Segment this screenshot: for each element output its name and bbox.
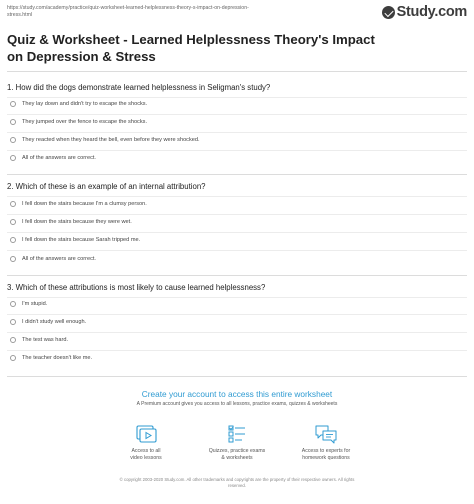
radio-button[interactable] [10,137,16,143]
radio-button[interactable] [10,337,16,343]
divider [7,297,467,298]
feature-label-line-1: Access to experts for [301,448,351,454]
divider [7,214,467,215]
checklist-icon [226,424,248,444]
answer-option[interactable] [10,155,96,161]
answer-label: I fell down the stairs because they were wet. [22,219,132,225]
divider [7,314,467,315]
answer-option[interactable] [10,319,86,325]
divider [7,114,467,115]
answer-label: They reacted when they heard the bell, even before they were shocked. [22,137,200,143]
answer-option[interactable] [10,101,147,107]
answer-option[interactable] [10,219,132,225]
answer-option[interactable] [10,237,140,243]
section-divider [7,174,467,175]
copyright-footer [0,477,474,489]
answer-label: I'm stupid. [22,301,48,307]
premium-description: A Premium account gives you access to all lessons, practice exams, quizzes & worksheets [136,401,338,407]
divider [7,332,467,333]
answer-option[interactable] [10,355,92,361]
feature-label-line-1: Access to all [131,448,161,454]
check-circle-icon [382,6,395,19]
footer-line-2: reserved. [228,483,246,488]
section-divider [7,376,467,377]
chat-icon [314,424,338,444]
answer-option[interactable] [10,337,68,343]
question-2: 2. Which of these is an example of an internal attribution? [7,182,206,191]
answer-option[interactable] [10,256,96,262]
divider [7,250,467,251]
question-3: 3. Which of these attributions is most likely to cause learned helplessness? [7,283,266,292]
feature-label-line-2: & worksheets [221,454,253,461]
divider [7,132,467,133]
radio-button[interactable] [10,155,16,161]
feature-video-lessons [96,424,196,461]
title-line-1: Quiz & Worksheet - Learned Helplessness Theory's Impact [7,32,375,47]
answer-label: They lay down and didn't try to escape the shocks. [22,101,148,107]
url-line-2: stress.html [7,12,33,18]
url-line-1: https://study.com/academy/practice/quiz-worksheet-learned-helplessness-theory-s-impact-on-depression- [7,5,249,11]
radio-button[interactable] [10,219,16,225]
create-account-link[interactable]: Create your account to access this entire worksheet [141,389,333,399]
answer-label: The test was hard. [22,337,69,343]
divider [7,196,467,197]
divider [7,97,467,98]
feature-experts [276,424,376,461]
logo-text: Study.com [396,4,467,20]
answer-option[interactable] [10,137,200,143]
feature-label-line-2: homework questions [302,454,350,461]
title-divider [7,71,467,72]
question-1: 1. How did the dogs demonstrate learned helplessness in Seligman's study? [7,83,271,92]
answer-label: All of the answers are correct. [22,155,96,161]
radio-button[interactable] [10,119,16,125]
study-logo[interactable] [382,4,467,20]
radio-button[interactable] [10,319,16,325]
answer-option[interactable] [10,301,47,307]
feature-label-line-2: video lessons [130,454,162,461]
radio-button[interactable] [10,301,16,307]
radio-button[interactable] [10,237,16,243]
radio-button[interactable] [10,201,16,207]
radio-button[interactable] [10,256,16,262]
divider [7,350,467,351]
answer-label: I didn't study well enough. [22,319,87,325]
answer-label: I fell down the stairs because I'm a clumsy person. [22,201,147,207]
radio-button[interactable] [10,101,16,107]
footer-line-1: © copyright 2003-2020 Study.com. All other trademarks and copyrights are the property of their respective owners. All rights [119,477,355,482]
divider [7,150,467,151]
page-url [7,5,307,19]
feature-label-line-1: Quizzes, practice exams [208,448,266,454]
section-divider [7,275,467,276]
top-bar [7,4,467,24]
divider [7,232,467,233]
answer-label: They jumped over the fence to escape the shocks. [22,119,147,125]
title-line-2: on Depression & Stress [7,49,156,64]
video-icon [135,424,157,444]
answer-label: All of the answers are correct. [22,256,96,262]
page-title [7,31,427,65]
answer-option[interactable] [10,119,147,125]
feature-quizzes [187,424,287,461]
answer-label: The teacher doesn't like me. [22,355,93,361]
answer-option[interactable] [10,201,147,207]
radio-button[interactable] [10,355,16,361]
answer-label: I fell down the stairs because Sarah tripped me. [22,237,141,243]
